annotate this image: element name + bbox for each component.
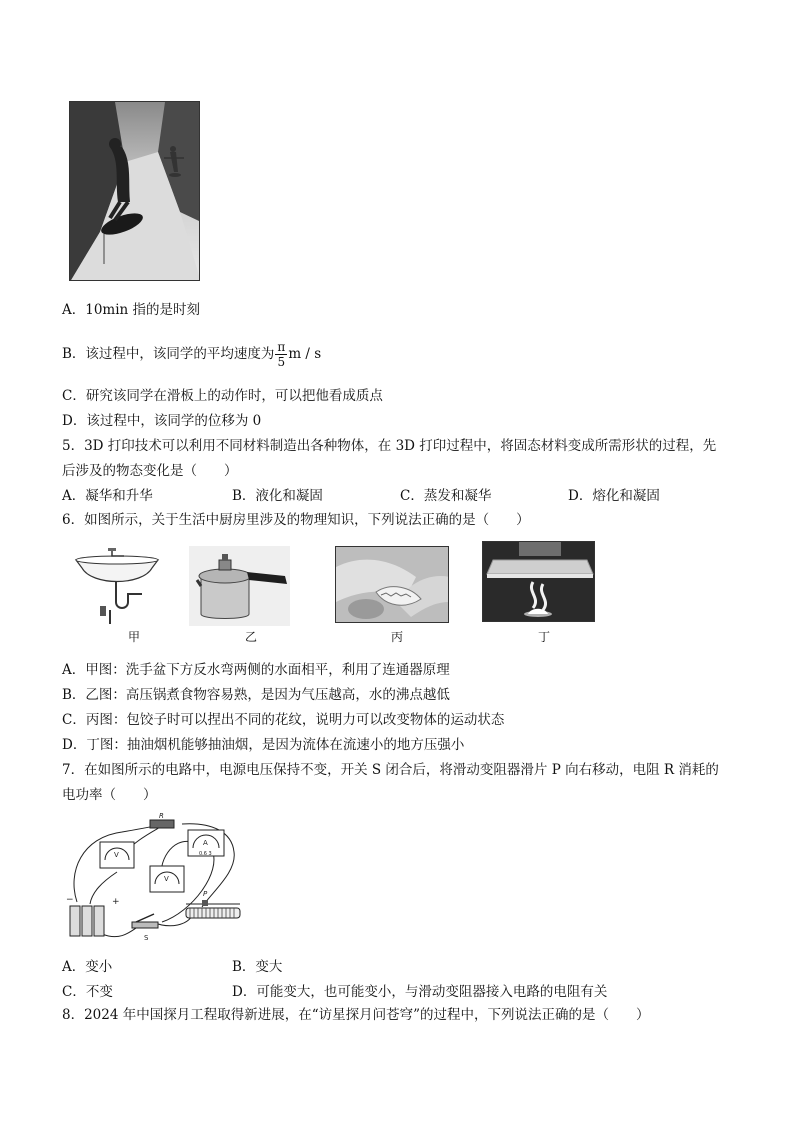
q4-option-c: C．研究该同学在滑板上的动作时，可以把他看成质点	[62, 388, 383, 404]
voltmeter-mid-label: V	[164, 875, 169, 883]
slide-rheostat-icon	[186, 890, 240, 918]
voltmeter-mid-icon	[150, 866, 184, 892]
voltmeter-left-label: V	[114, 851, 119, 859]
ammeter-range: 0.6 3	[199, 851, 212, 857]
q7-stem-line2: 电功率（ ）	[62, 787, 157, 803]
q5-option-b: B．液化和凝固	[232, 488, 323, 504]
caption-bing: 丙	[391, 630, 404, 644]
q7-option-d: D．可能变大，也可能变小，与滑动变阻器接入电路的电阻有关	[232, 984, 608, 1000]
q5-option-a: A．凝华和升华	[62, 488, 153, 504]
q6-option-d: D．丁图：抽油烟机能够抽油烟，是因为流体在流速小的地方压强小	[62, 737, 465, 753]
q6-option-c: C．丙图：包饺子时可以捏出不同的花纹，说明力可以改变物体的运动状态	[62, 712, 505, 728]
label-plus: +	[112, 897, 120, 907]
q5-option-d: D．熔化和凝固	[568, 488, 660, 504]
label-s: S	[144, 934, 149, 942]
ammeter-label: A	[203, 839, 208, 847]
q7-option-a: A．变小	[62, 959, 113, 975]
caption-ding: 丁	[538, 630, 551, 644]
q4-option-a: A．10min 指的是时刻	[62, 302, 201, 318]
q6-option-b: B．乙图：高压锅煮食物容易熟，是因为气压越高，水的沸点越低	[62, 687, 450, 703]
q7-stem-line1: 7．在如图所示的电路中，电源电压保持不变，开关 S 闭合后，将滑动变阻器滑片 P 向右移动，电阻 R 消耗的	[62, 762, 719, 778]
q4-option-b	[62, 340, 321, 369]
velocity-unit: m / s	[288, 346, 322, 362]
battery-icon	[66, 895, 120, 936]
ammeter-icon	[188, 830, 224, 857]
fraction	[275, 340, 287, 369]
pressure-cooker-figure	[189, 546, 290, 626]
label-p: P	[203, 890, 208, 898]
q4-option-d: D．该过程中，该同学的位移为 0	[62, 413, 262, 429]
q5-stem-line1: 5．3D 打印技术可以利用不同材料制造出各种物体，在 3D 打印过程中，将固态材料变成所需形状的过程，先	[62, 438, 717, 454]
caption-jia: 甲	[128, 630, 141, 644]
voltmeter-left-icon	[100, 842, 134, 868]
q5-option-c: C．蒸发和凝华	[400, 488, 492, 504]
dumpling-photo	[335, 546, 449, 623]
circuit-figure	[62, 812, 252, 947]
fraction-numerator: π	[277, 340, 286, 354]
caption-yi: 乙	[245, 630, 258, 644]
fraction-denominator: 5	[277, 355, 286, 369]
skateboard-photo	[69, 101, 200, 281]
q5-stem-line2: 后涉及的物态变化是（ ）	[62, 463, 238, 479]
q4-option-b-text: B．该过程中，该同学的平均速度为	[62, 346, 275, 362]
range-hood-photo	[482, 541, 595, 622]
q6-option-a: A．甲图：洗手盆下方反水弯两侧的水面相平，利用了连通器原理	[62, 662, 450, 678]
sink-figure	[72, 546, 162, 626]
q7-option-c: C．不变	[62, 984, 113, 1000]
switch-icon	[132, 914, 158, 942]
q8-stem: 8．2024 年中国探月工程取得新进展，在“访星探月问苍穹”的过程中，下列说法正确的是（ ）	[62, 1007, 650, 1023]
q6-stem: 6．如图所示，关于生活中厨房里涉及的物理知识，下列说法正确的是（ ）	[62, 512, 530, 528]
label-minus: −	[66, 895, 74, 905]
rheostat-r	[150, 812, 174, 828]
label-r: R	[159, 812, 164, 820]
q7-option-b: B．变大	[232, 959, 283, 975]
